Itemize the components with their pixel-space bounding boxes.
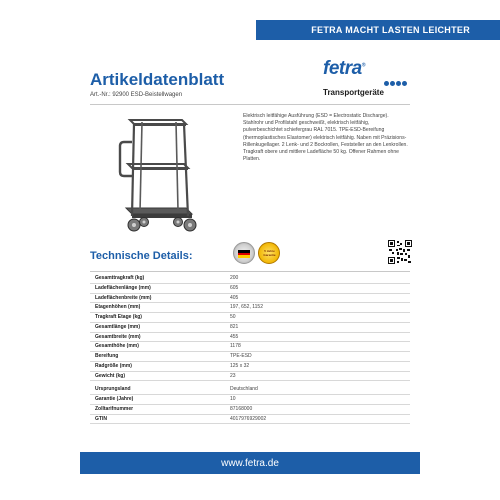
header-tagline: FETRA MACHT LASTEN LEICHTER	[311, 25, 470, 35]
product-image	[112, 112, 202, 237]
table-row: Radgröße (mm) 125 x 32	[90, 362, 410, 372]
made-in-germany-badge	[233, 242, 255, 264]
table-row: Gesamttragkraft (kg) 200	[90, 274, 410, 284]
product-description: Elektrisch leitfähige Ausführung (ESD = Electrostatic Discharge). Stahlrohr und Profilstahl geschweißt, elektrisch leitfähig, pulverbeschichtet schiefergrau RAL 7015. TPE-ESD-Bereifung (thermoplastisches Elastomer) elektrisch leitfähig. Naben mit Präzisions-Rillenkugellager. 2 Lenk- und 2 Bockrollen, Feststeller an den Lenkrollen. Tragkraft obere und mittlere Ladefläche 50 kg. Offener Rahmen ohne Platten.	[243, 113, 408, 163]
logo-dots-icon	[384, 73, 424, 79]
article-number: Art.-Nr.: 92900 ESD-Beistellwagen	[90, 92, 183, 98]
table-row: Gesamtlänge (mm) 821	[90, 323, 410, 333]
table-row: Ladeflächenlänge (mm) 605	[90, 284, 410, 294]
table-row: Ursprungsland Deutschland	[90, 385, 410, 395]
logo-subtitle: Transportgeräte	[323, 88, 384, 97]
warranty-badge-text: 5 Jahre Garantie	[263, 249, 276, 257]
warranty-badge	[258, 242, 280, 264]
logo-word: fetra®	[323, 58, 365, 79]
tech-details-heading: Technische Details:	[90, 250, 193, 262]
table-row: Bereifung TPE-ESD	[90, 352, 410, 362]
table-row: Garantie (Jahre) 10	[90, 395, 410, 405]
table-divider	[90, 271, 410, 272]
table-row: Etagenhöhen (mm) 197, 652, 1152	[90, 303, 410, 313]
germany-flag-icon	[238, 250, 250, 258]
table-row: Tragkraft Etage (kg) 50	[90, 313, 410, 323]
specs-table	[90, 274, 410, 424]
table-row: Gewicht (kg) 23	[90, 372, 410, 382]
table-row: Gesamthöhe (mm) 1178	[90, 342, 410, 352]
header-divider	[90, 104, 410, 105]
table-row: Gesamtbreite (mm) 455	[90, 333, 410, 343]
footer-url-link[interactable]: www.fetra.de	[221, 457, 279, 469]
qr-code-icon	[388, 240, 412, 264]
footer-bar	[80, 452, 420, 474]
fetra-logo	[323, 58, 403, 82]
page-title: Artikeldatenblatt	[90, 70, 225, 89]
table-row: Zolltarifnummer 87168000	[90, 405, 410, 415]
header-tagline-bar	[256, 20, 500, 40]
table-row: Ladeflächenbreite (mm) 405	[90, 294, 410, 304]
table-row: GTIN 4017976929002	[90, 415, 410, 425]
